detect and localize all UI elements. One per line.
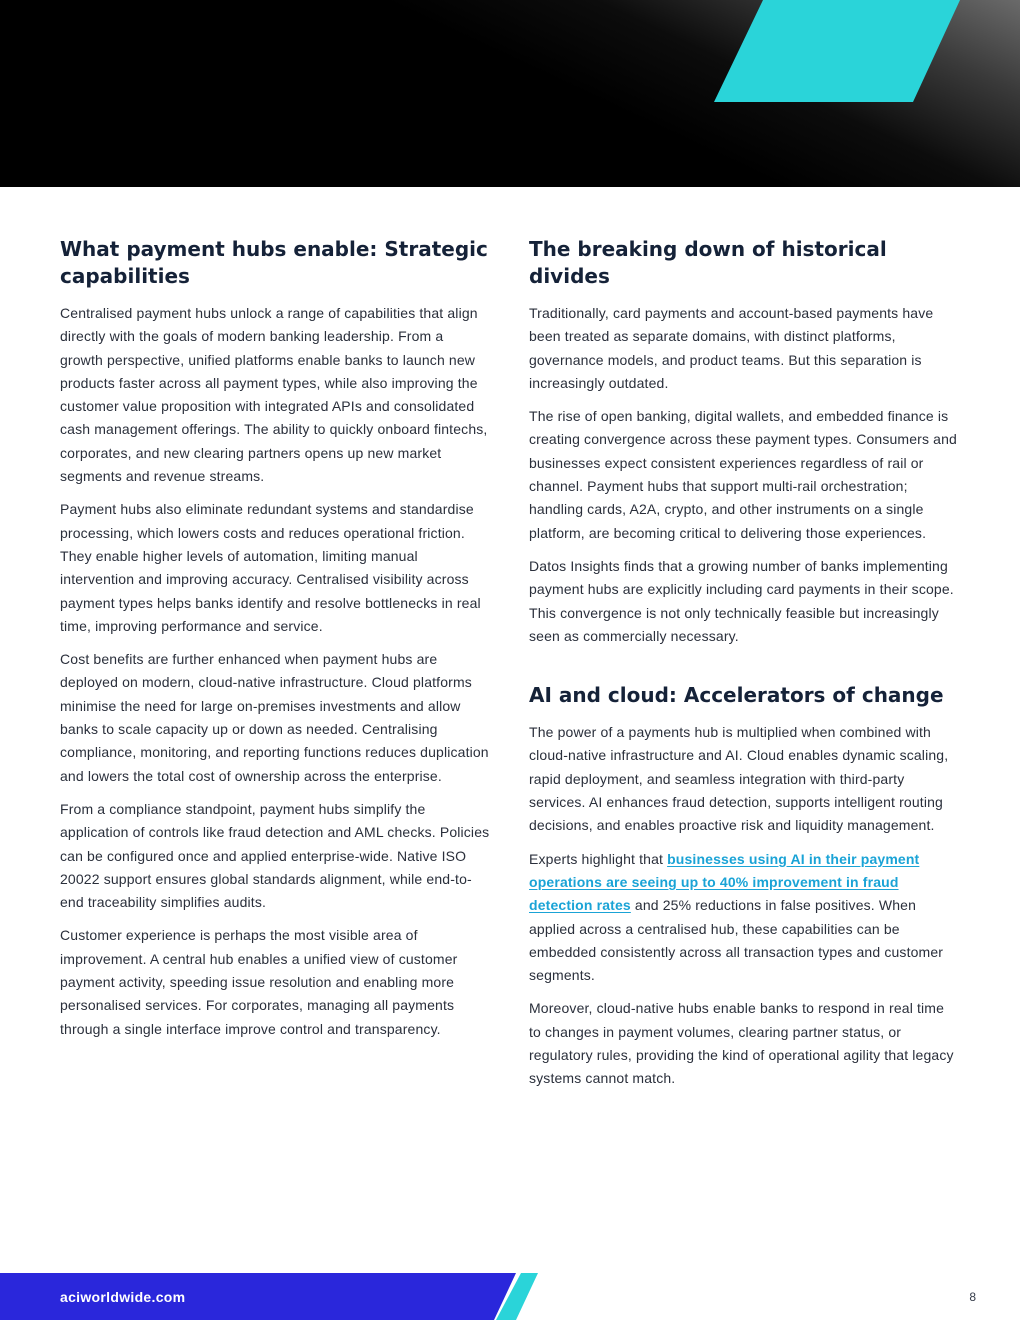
header-banner [0,0,1020,187]
footer-website-link[interactable]: aciworldwide.com [60,1289,186,1305]
paragraph-prefix: Experts highlight that [529,850,668,867]
right-column [529,236,959,1101]
section-heading-strategic-capabilities: What payment hubs enable: Strategic capabilities [60,237,488,288]
paragraph: Datos Insights finds that a growing number of banks implementing payment hubs are explicitly including card payments in their scope. This convergence is not only technically feasible but increasingly seen as commercially necessary. [529,557,954,644]
section-heading-ai-and-cloud: AI and cloud: Accelerators of change [529,683,944,708]
paragraph: Centralised payment hubs unlock a range of capabilities that align directly with the goals of modern banking leadership. From a growth perspective, unified platforms enable banks to launch new products faster across all payment types, while also improving the customer value proposition with integrated APIs and consolidated cash management offerings. The ability to quickly onboard fintechs, corporates, and new clearing partners opens up new market segments and revenue streams. [60,305,488,485]
paragraph: Traditionally, card payments and account-based payments have been treated as separate domains, with distinct platforms, governance models, and product teams. But this separation is increasingly outdated. [529,305,934,391]
paragraph-with-link [529,848,959,988]
paragraph: The power of a payments hub is multiplied when combined with cloud-native infrastructure and AI. Cloud enables dynamic scaling, rapid deployment, and seamless integration with third-party services. AI enhances fraud detection, supports intelligent routing decisions, and enables proactive risk and liquidity management. [529,724,949,834]
left-column [60,236,490,1051]
paragraph-suffix: and 25% reductions in false positives. When applied across a centralised hub, these capabilities can be embedded consistently across all transaction types and customer segments. [529,897,944,984]
header-accent-graphic [0,0,1020,187]
paragraph: From a compliance standpoint, payment hubs simplify the application of controls like fraud detection and AML checks. Policies can be configured once and applied enterprise-wide. Native ISO 20022 support ensures global standards alignment, while end-to-end traceability simplifies audits. [60,800,490,911]
page-number: 8 [969,1290,976,1304]
ai-fraud-detection-link[interactable]: businesses using AI in their payment operations are seeing up to 40% improvement in fraud detection rates [529,850,920,914]
header-accent-parallelogram [714,0,960,102]
paragraph: Customer experience is perhaps the most visible area of improvement. A central hub enables a unified view of customer payment activity, speeding issue resolution and enabling more personalised services. For corporates, managing all payments through a single interface improve control and transparency. [60,927,458,1037]
paragraph: Moreover, cloud-native hubs enable banks to respond in real time to changes in payment volumes, clearing partner status, or regulatory rules, providing the kind of operational agility that legacy systems cannot match. [529,1000,954,1087]
paragraph: Payment hubs also eliminate redundant systems and standardise processing, which lowers costs and reduces operational friction. They enable higher levels of automation, limiting manual intervention and improving accuracy. Centralised visibility across payment types helps banks identify and resolve bottlenecks in real time, improving performance and service. [60,501,481,634]
paragraph: The rise of open banking, digital wallets, and embedded finance is creating convergence across these payment types. Consumers and businesses expect consistent experiences regardless of rail or channel. Payment hubs that support multi-rail orchestration; handling cards, A2A, crypto, and other instruments on a single platform, are becoming critical to delivering those experiences. [529,408,957,541]
section-heading-historical-divides: The breaking down of historical divides [529,237,887,288]
paragraph: Cost benefits are further enhanced when payment hubs are deployed on modern, cloud-native infrastructure. Cloud platforms minimise the need for large on-premises investments and allow banks to scale capacity up or down as needed. Centralising compliance, monitoring, and reporting functions reduces duplication and lowers the total cost of ownership across the enterprise. [60,651,489,784]
